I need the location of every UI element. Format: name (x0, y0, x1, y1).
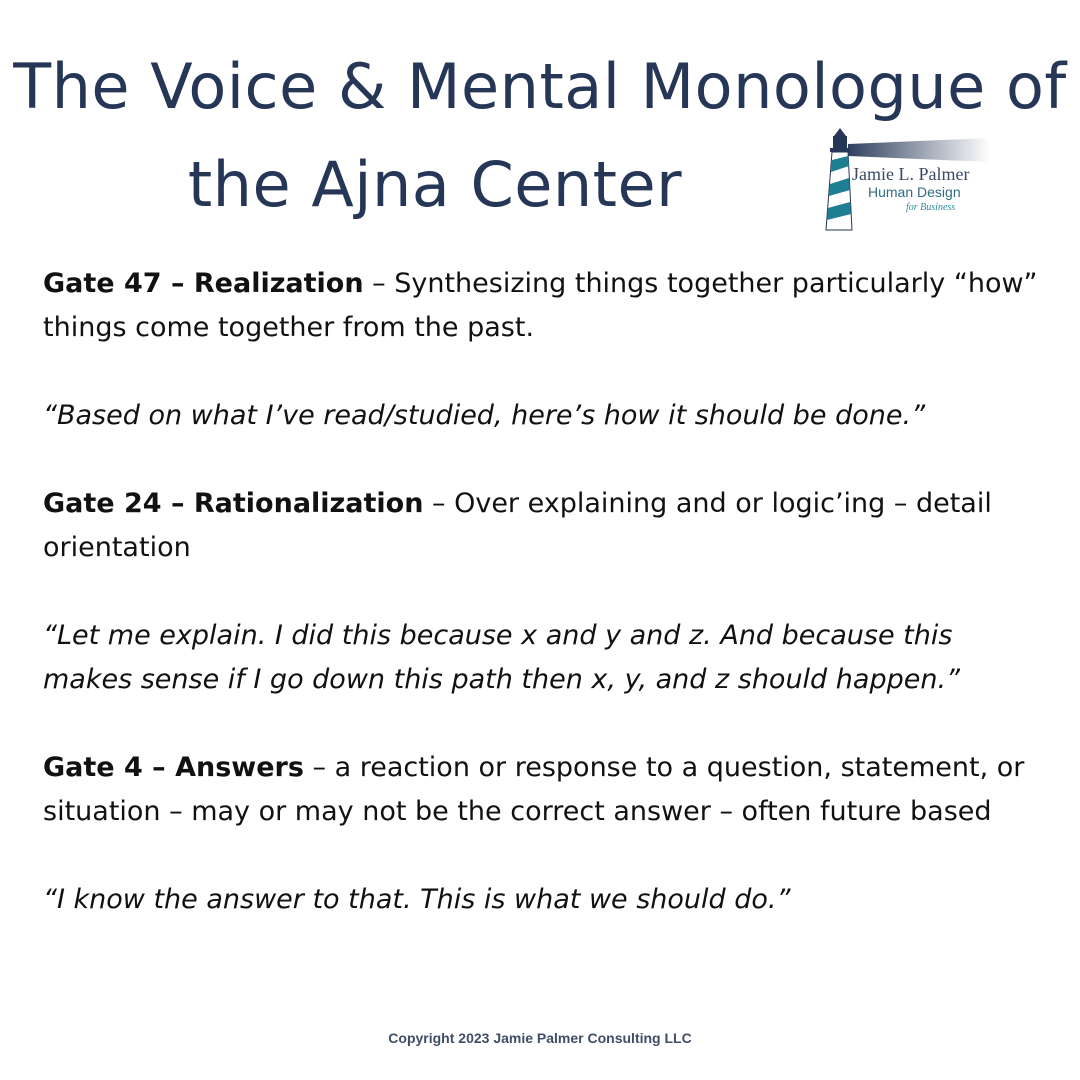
gate-description: – a reaction or response to a question, statement, or situation – may or may not be the correct answer – often future based (43, 752, 1025, 827)
logo-name: Jamie L. Palmer (852, 164, 970, 184)
gate-quote: “Let me explain. I did this because x and y and z. And because this makes sense if I go down this path then x, y, and z should happen.” (43, 620, 961, 695)
gate-entry (43, 262, 1043, 350)
gate-entry (43, 746, 1043, 834)
gate-entry (43, 482, 1043, 570)
gate-description: – Over explaining and or logic’ing – detail orientation (43, 488, 992, 563)
page-title-line-2: the Ajna Center (187, 148, 683, 221)
gate-quote: “I know the answer to that. This is what we should do.” (43, 884, 791, 915)
gates-content (43, 262, 1043, 922)
page-title-line-1: The Voice & Mental Monologue of (13, 50, 1067, 123)
gate-description: – Synthesizing things together particularly “how” things come together from the past. (43, 268, 1038, 343)
gate-quote: “Based on what I’ve read/studied, here’s how it should be done.” (43, 400, 926, 431)
brand-logo (820, 126, 1005, 234)
logo-subtitle: Human Design (868, 184, 961, 200)
logo-tagline: for Business (906, 202, 956, 213)
gate-heading: Gate 4 – Answers (43, 752, 304, 783)
gate-heading: Gate 47 – Realization (43, 268, 364, 299)
gate-heading: Gate 24 – Rationalization (43, 488, 424, 519)
copyright-footer: Copyright 2023 Jamie Palmer Consulting LLC (388, 1030, 692, 1046)
